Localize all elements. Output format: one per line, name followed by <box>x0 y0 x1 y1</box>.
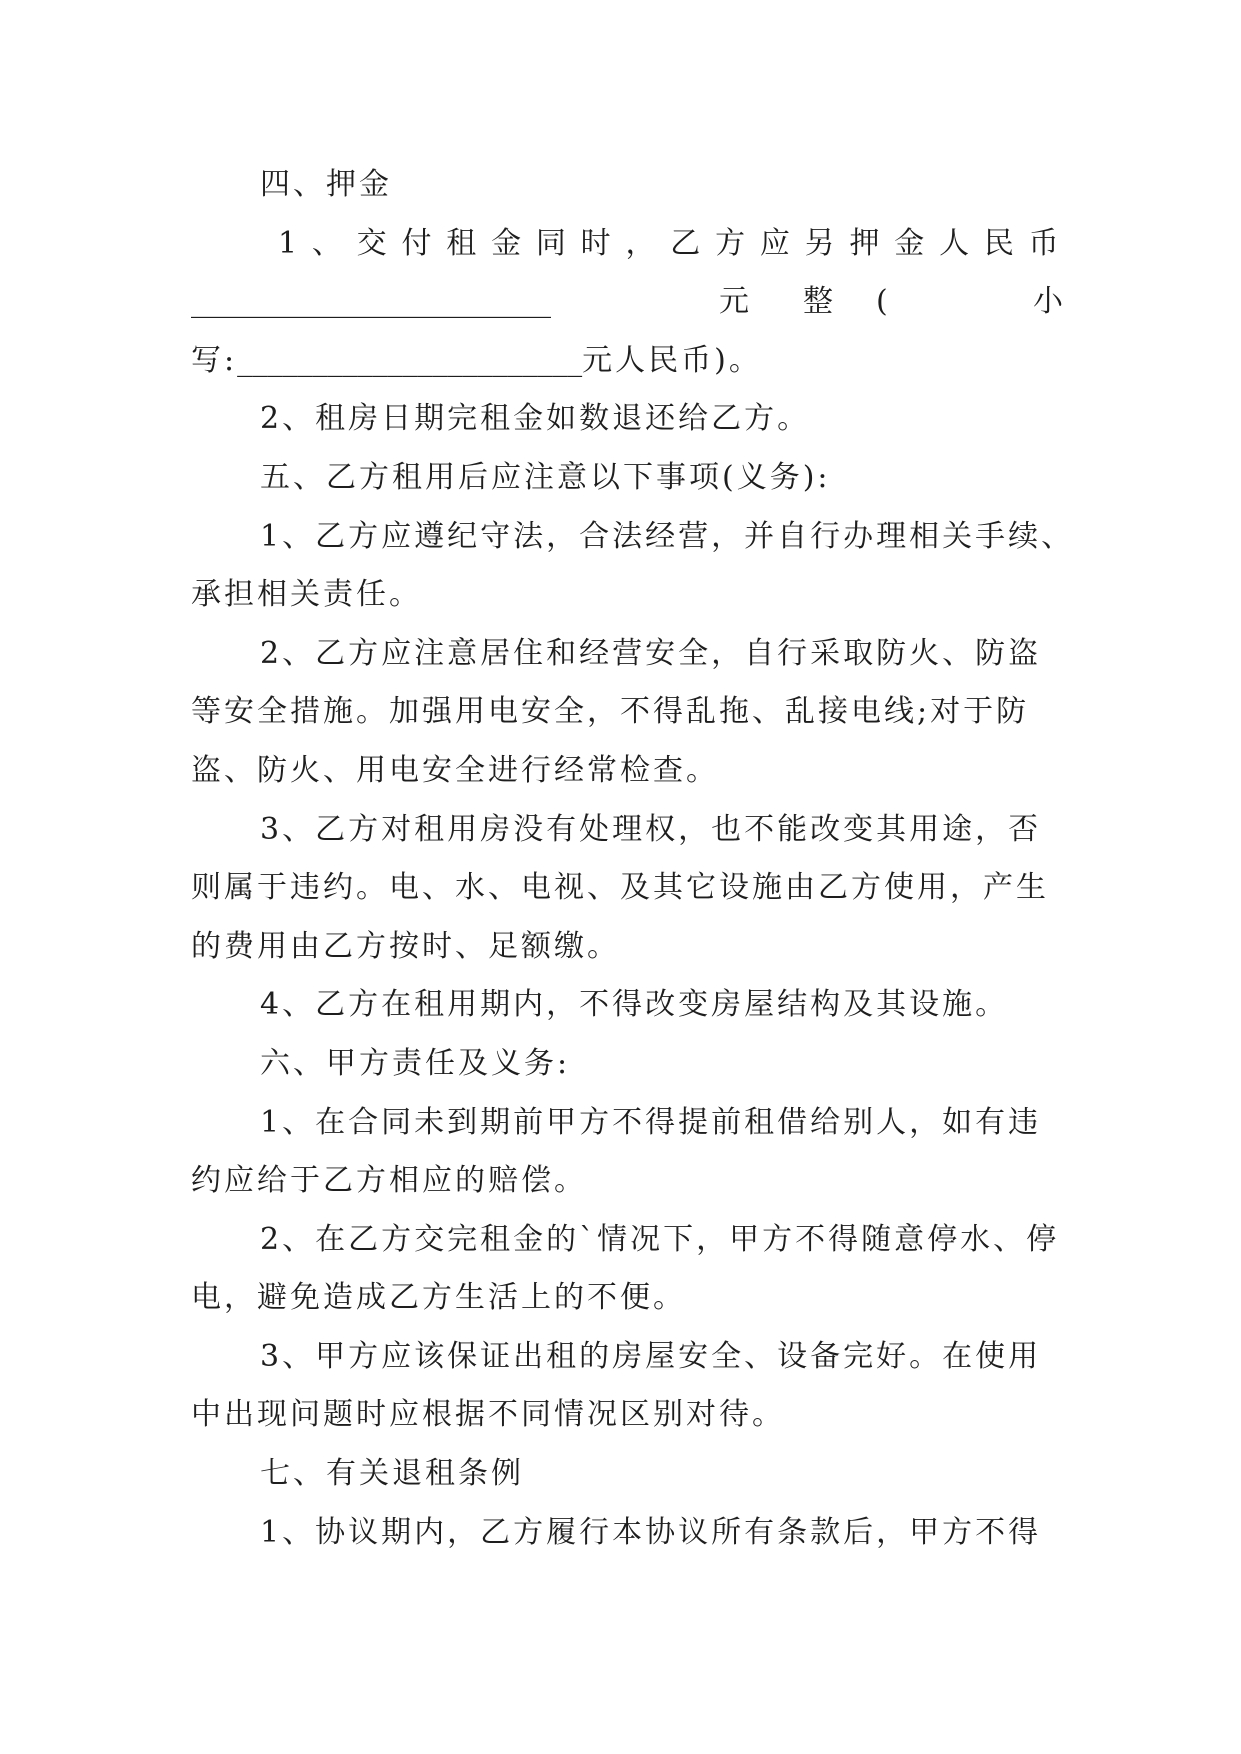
landlord-duty-3-line-1: 3、甲方应该保证出租的房屋安全、设备完好。在使用 <box>260 1338 1042 1374</box>
section-heading-tenant-duties: 五、乙方租用后应注意以下事项(义务): <box>260 459 831 495</box>
landlord-duty-3-line-2: 中出现问题时应根据不同情况区别对待。 <box>191 1397 785 1433</box>
landlord-duty-2-line-1: 2、在乙方交完租金的`情况下，甲方不得随意停水、停 <box>260 1221 1060 1257</box>
section-heading-deposit: 四、押金 <box>260 167 392 202</box>
deposit-word-yuan: 元 <box>719 284 749 320</box>
deposit-currency-suffix: 元人民币)。 <box>582 342 762 378</box>
deposit-open-paren: ( <box>876 284 888 320</box>
deposit-clause-line-3 <box>191 332 1071 391</box>
section-heading-landlord-duties: 六、甲方责任及义务: <box>260 1045 571 1081</box>
deposit-amount-blank-numeric: _______________________ <box>237 342 583 378</box>
deposit-clause-line-2 <box>191 273 1071 332</box>
deposit-clause-line-1: 1、交付租金同时，乙方应另押金人民币 <box>278 225 1074 261</box>
deposit-word-xiao: 小 <box>1033 284 1063 320</box>
tenant-duty-2-line-3: 盗、防火、用电安全进行经常检查。 <box>191 752 719 788</box>
tenant-duty-1-line-2: 承担相关责任。 <box>191 577 422 613</box>
tenant-duty-3-line-2: 则属于违约。电、水、电视、及其它设施由乙方使用，产生 <box>191 870 1049 906</box>
deposit-amount-blank-uppercase: ________________________ <box>191 284 551 320</box>
termination-clause-1-line-1: 1、协议期内，乙方履行本协议所有条款后，甲方不得 <box>260 1514 1042 1550</box>
deposit-word-zheng: 整 <box>803 284 833 320</box>
deposit-clause-2: 2、租房日期完租金如数退还给乙方。 <box>260 401 811 437</box>
tenant-duty-1-line-1: 1、乙方应遵纪守法，合法经营，并自行办理相关手续、 <box>260 518 1075 554</box>
tenant-duty-2-line-1: 2、乙方应注意居住和经营安全，自行采取防火、防盗 <box>260 635 1042 671</box>
landlord-duty-1-line-2: 约应给于乙方相应的赔偿。 <box>191 1163 587 1199</box>
tenant-duty-2-line-2: 等安全措施。加强用电安全，不得乱拖、乱接电线;对于防 <box>191 694 1030 730</box>
tenant-duty-3-line-1: 3、乙方对租用房没有处理权，也不能改变其用途，否 <box>260 811 1042 847</box>
landlord-duty-1-line-1: 1、在合同未到期前甲方不得提前租借给别人，如有违 <box>260 1104 1042 1140</box>
document-body <box>191 156 1075 1562</box>
tenant-duty-3-line-3: 的费用由乙方按时、足额缴。 <box>191 928 620 964</box>
tenant-duty-4-line-1: 4、乙方在租用期内，不得改变房屋结构及其设施。 <box>260 987 1009 1023</box>
section-heading-termination: 七、有关退租条例 <box>260 1456 524 1492</box>
deposit-word-xie: 写: <box>191 342 238 378</box>
landlord-duty-2-line-2: 电，避免造成乙方生活上的不便。 <box>191 1280 686 1316</box>
